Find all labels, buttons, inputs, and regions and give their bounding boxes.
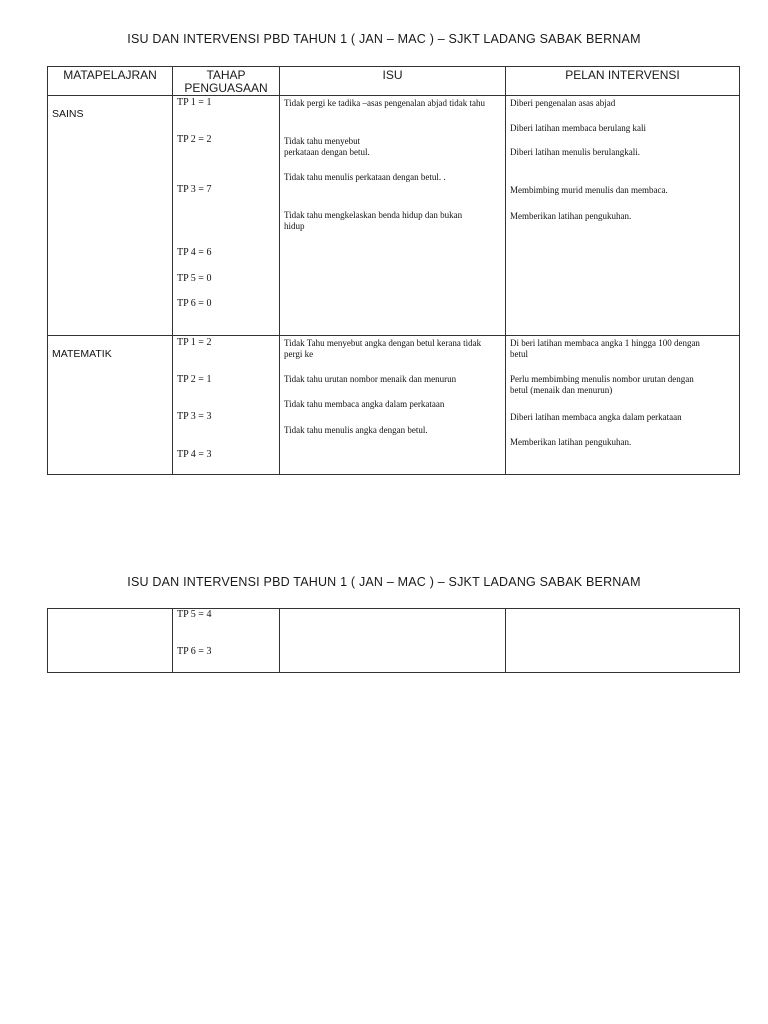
intervention-table-continued: [47, 608, 740, 673]
level-item: TP 1 = 1: [177, 97, 212, 108]
intervention-cell: [506, 96, 740, 336]
level-item: TP 2 = 2: [177, 134, 212, 145]
issue-item: Tidak tahu urutan nombor menaik dan menurun: [284, 374, 457, 384]
issue-cell: [280, 96, 506, 336]
issue-item: Tidak pergi ke tadika –asas pengenalan abjad tidak tahu: [284, 98, 485, 108]
issue-cell: [280, 609, 506, 673]
header-issue: ISU: [280, 67, 506, 96]
intervention-item: Diberi pengenalan asas abjad: [510, 98, 616, 108]
level-item: TP 3 = 7: [177, 184, 212, 195]
intervention-item: Di beri latihan membaca angka 1 hingga 100 dengan betul: [510, 338, 700, 359]
issue-cell: [280, 336, 506, 475]
issue-item: Tidak tahu menulis angka dengan betul.: [284, 425, 428, 435]
level-item: TP 4 = 6: [177, 247, 212, 258]
intervention-item: Perlu membimbing menulis nombor urutan dengan betul (menaik dan menurun): [510, 374, 694, 395]
page-title: ISU DAN INTERVENSI PBD TAHUN 1 ( JAN – MAC ) – SJKT LADANG SABAK BERNAM: [127, 32, 641, 46]
level-item: TP 3 = 3: [177, 411, 212, 422]
intervention-item: Diberi latihan membaca berulang kali: [510, 123, 646, 133]
header-row: [48, 67, 740, 96]
intervention-item: Membimbing murid menulis dan membaca.: [510, 185, 668, 195]
page-title-repeat: ISU DAN INTERVENSI PBD TAHUN 1 ( JAN – MAC ) – SJKT LADANG SABAK BERNAM: [127, 575, 641, 589]
level-cell: [173, 609, 280, 673]
level-item: TP 4 = 3: [177, 449, 212, 460]
issue-item: Tidak tahu menulis perkataan dengan betul. .: [284, 172, 446, 182]
level-item: TP 5 = 4: [177, 609, 212, 620]
intervention-item: Diberi latihan membaca angka dalam perkataan: [510, 412, 682, 422]
level-item: TP 6 = 0: [177, 298, 212, 309]
subject-cell: MATEMATIK: [48, 336, 173, 475]
table-row: [48, 336, 740, 475]
table-row: [48, 96, 740, 336]
header-subject: MATAPELAJRAN: [48, 67, 173, 96]
issue-item: Tidak tahu mengkelaskan benda hidup dan bukan hidup: [284, 210, 463, 231]
intervention-item: Diberi latihan menulis berulangkali.: [510, 147, 640, 157]
subject-cell: [48, 609, 173, 673]
subject-cell: SAINS: [48, 96, 173, 336]
header-level: TAHAP PENGUASAAN: [173, 67, 280, 96]
level-cell: [173, 336, 280, 475]
intervention-item: Memberikan latihan pengukuhan.: [510, 211, 632, 221]
intervention-cell: [506, 609, 740, 673]
header-intervention: PELAN INTERVENSI: [506, 67, 740, 96]
level-item: TP 5 = 0: [177, 273, 212, 284]
level-item: TP 2 = 1: [177, 374, 212, 385]
level-item: TP 1 = 2: [177, 337, 212, 348]
issue-item: Tidak Tahu menyebut angka dengan betul kerana tidak pergi ke: [284, 338, 482, 359]
level-item: TP 6 = 3: [177, 646, 212, 657]
table-row: [48, 609, 740, 673]
intervention-cell: [506, 336, 740, 475]
intervention-item: Memberikan latihan pengukuhan.: [510, 437, 632, 447]
intervention-table: [47, 66, 740, 475]
issue-item: Tidak tahu membaca angka dalam perkataan: [284, 399, 445, 409]
level-cell: [173, 96, 280, 336]
issue-item: Tidak tahu menyebut perkataan dengan betul.: [284, 136, 370, 157]
